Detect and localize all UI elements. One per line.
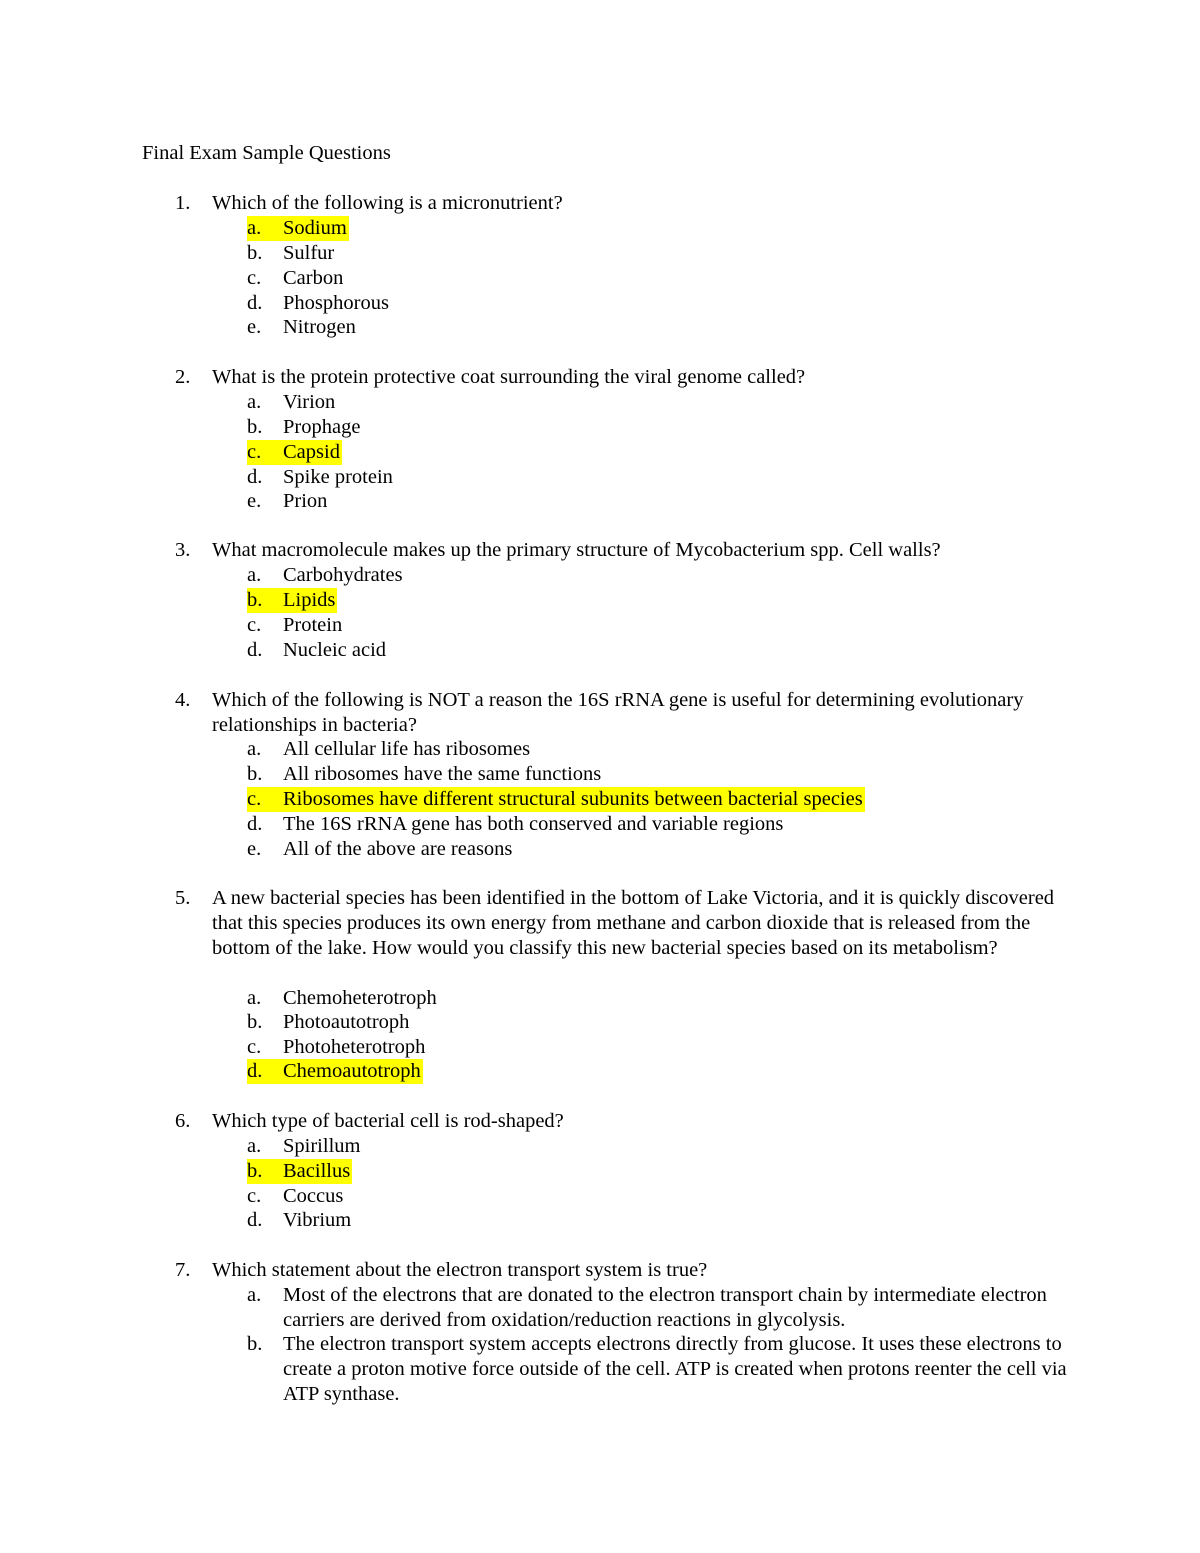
option-text: Nitrogen bbox=[283, 316, 356, 338]
question-number: 1. bbox=[175, 192, 191, 214]
option-letter: a. bbox=[247, 987, 262, 1009]
option-text: Phosphorous bbox=[283, 292, 389, 314]
option-letter: e. bbox=[247, 838, 262, 860]
option-1a bbox=[247, 216, 349, 241]
option-text: The 16S rRNA gene has both conserved and variable regions bbox=[283, 813, 784, 835]
option-3b bbox=[247, 588, 337, 613]
option-2d bbox=[247, 465, 393, 490]
option-text: All ribosomes have the same functions bbox=[283, 763, 602, 785]
option-6c bbox=[247, 1184, 343, 1209]
option-1d bbox=[247, 291, 389, 316]
option-text: Ribosomes have different structural subunits between bacterial species bbox=[283, 788, 863, 810]
option-text: Capsid bbox=[283, 441, 340, 463]
option-3a bbox=[247, 563, 403, 588]
option-letter: a. bbox=[247, 217, 262, 239]
option-text: The electron transport system accepts electrons directly from glucose. It uses these electrons to create a proton motive force outside of the cell. ATP is created when protons reenter the cell via ATP synthase. bbox=[283, 1333, 1067, 1405]
option-letter: b. bbox=[247, 1160, 263, 1182]
option-letter: a. bbox=[247, 1135, 262, 1157]
question-text: Which statement about the electron transport system is true? bbox=[212, 1259, 708, 1281]
option-text: Photoautotroph bbox=[283, 1011, 410, 1033]
option-text: Most of the electrons that are donated to the electron transport chain by intermediate electron carriers are derived from oxidation/reduction reactions in glycolysis. bbox=[283, 1284, 1047, 1331]
question-text: Which type of bacterial cell is rod-shaped? bbox=[212, 1110, 564, 1132]
option-letter: c. bbox=[247, 614, 262, 636]
option-7b bbox=[247, 1332, 1067, 1407]
question-text: What macromolecule makes up the primary structure of Mycobacterium spp. Cell walls? bbox=[212, 539, 941, 561]
option-text: Prophage bbox=[283, 416, 361, 438]
option-text: All of the above are reasons bbox=[283, 838, 513, 860]
question-number: 7. bbox=[175, 1259, 191, 1281]
option-1c bbox=[247, 266, 343, 291]
option-letter: b. bbox=[247, 1011, 263, 1033]
option-letter: d. bbox=[247, 813, 263, 835]
option-7a bbox=[247, 1283, 1067, 1333]
option-letter: a. bbox=[247, 1284, 262, 1306]
option-text: Vibrium bbox=[283, 1209, 352, 1231]
option-text: Lipids bbox=[283, 589, 336, 611]
option-text: All cellular life has ribosomes bbox=[283, 738, 531, 760]
option-letter: a. bbox=[247, 738, 262, 760]
option-5a bbox=[247, 986, 437, 1011]
option-letter: b. bbox=[247, 763, 263, 785]
question-text: A new bacterial species has been identified in the bottom of Lake Victoria, and it is quickly discovered that this species produces its own energy from methane and carbon dioxide that is released from the bottom of the lake. How would you classify this new bacterial species based on its metabolism? bbox=[212, 887, 1055, 959]
option-letter: d. bbox=[247, 466, 263, 488]
option-2c bbox=[247, 440, 342, 465]
question-number: 4. bbox=[175, 689, 191, 711]
option-4c bbox=[247, 787, 865, 812]
option-letter: d. bbox=[247, 1060, 263, 1082]
option-text: Chemoautotroph bbox=[283, 1060, 421, 1082]
option-text: Sodium bbox=[283, 217, 347, 239]
option-text: Virion bbox=[283, 391, 336, 413]
option-6a bbox=[247, 1134, 360, 1159]
option-letter: e. bbox=[247, 490, 262, 512]
option-4a bbox=[247, 737, 530, 762]
option-letter: b. bbox=[247, 416, 263, 438]
option-letter: d. bbox=[247, 292, 263, 314]
option-letter: b. bbox=[247, 589, 263, 611]
option-letter: a. bbox=[247, 391, 262, 413]
option-5d bbox=[247, 1059, 423, 1084]
option-4b bbox=[247, 762, 601, 787]
option-text: Carbohydrates bbox=[283, 564, 403, 586]
option-text: Chemoheterotroph bbox=[283, 987, 437, 1009]
page-title: Final Exam Sample Questions bbox=[142, 142, 391, 164]
option-letter: d. bbox=[247, 1209, 263, 1231]
option-text: Spike protein bbox=[283, 466, 393, 488]
option-text: Spirillum bbox=[283, 1135, 361, 1157]
option-text: Sulfur bbox=[283, 242, 335, 264]
question-number: 5. bbox=[175, 887, 191, 909]
option-2b bbox=[247, 415, 360, 440]
option-letter: c. bbox=[247, 788, 262, 810]
option-5b bbox=[247, 1010, 409, 1035]
option-1b bbox=[247, 241, 334, 266]
option-letter: c. bbox=[247, 1036, 262, 1058]
option-letter: b. bbox=[247, 1333, 263, 1355]
question-text: What is the protein protective coat surrounding the viral genome called? bbox=[212, 366, 806, 388]
option-letter: d. bbox=[247, 639, 263, 661]
option-2a bbox=[247, 390, 335, 415]
option-3d bbox=[247, 638, 386, 663]
option-5c bbox=[247, 1035, 425, 1060]
option-text: Carbon bbox=[283, 267, 344, 289]
option-text: Photoheterotroph bbox=[283, 1036, 426, 1058]
option-letter: b. bbox=[247, 242, 263, 264]
option-text: Nucleic acid bbox=[283, 639, 387, 661]
option-text: Protein bbox=[283, 614, 343, 636]
option-letter: a. bbox=[247, 564, 262, 586]
option-2e bbox=[247, 489, 327, 514]
option-6b bbox=[247, 1159, 352, 1184]
option-letter: c. bbox=[247, 441, 262, 463]
question-text: Which of the following is a micronutrient? bbox=[212, 192, 563, 214]
option-6d bbox=[247, 1208, 351, 1233]
option-text: Prion bbox=[283, 490, 328, 512]
option-letter: e. bbox=[247, 316, 262, 338]
option-4e bbox=[247, 837, 512, 862]
option-text: Coccus bbox=[283, 1185, 344, 1207]
option-1e bbox=[247, 315, 356, 340]
option-letter: c. bbox=[247, 1185, 262, 1207]
question-number: 2. bbox=[175, 366, 191, 388]
option-3c bbox=[247, 613, 342, 638]
option-text: Bacillus bbox=[283, 1160, 351, 1182]
question-number: 3. bbox=[175, 539, 191, 561]
question-number: 6. bbox=[175, 1110, 191, 1132]
option-4d bbox=[247, 812, 783, 837]
question-text: Which of the following is NOT a reason the 16S rRNA gene is useful for determining evolutionary relationships in bacteria? bbox=[212, 689, 1024, 736]
option-letter: c. bbox=[247, 267, 262, 289]
